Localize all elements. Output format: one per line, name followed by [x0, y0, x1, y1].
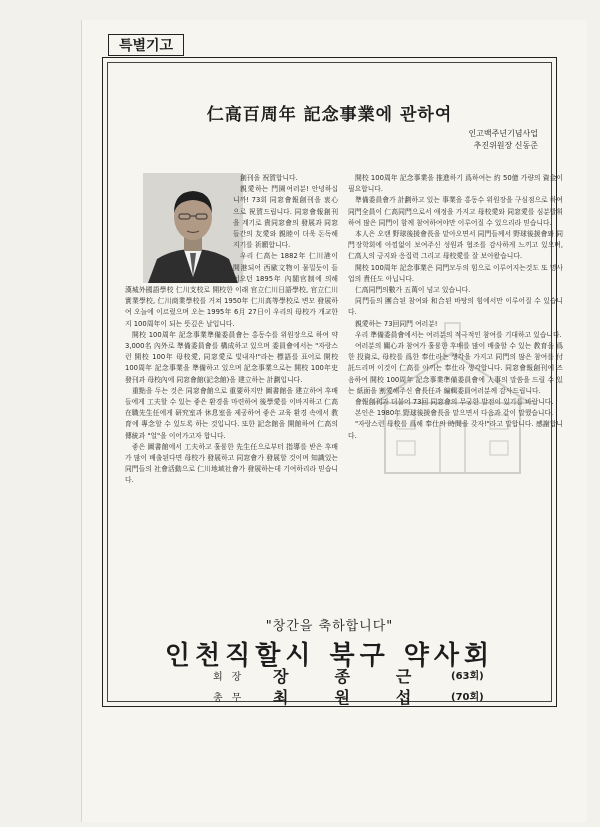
article-paragraph: 本人은 오랜 野球後援會長을 맡아오면서 同門들께서 野球後援會와 同門장학회에 아낌없이 보여주신 성원과 협조를 감사하게 느끼고 있으며, 仁高人의 긍지와 응집력 그리고 母校愛를 잘 보아왔습니다.: [348, 230, 563, 261]
article-paragraph: "자랑스런 母校를 爲해 奉仕의 時間을 갖자!"라고 말합니다. 感謝합니다.: [348, 420, 563, 440]
article-paragraph: 우리 仁高는 1882年 仁川港이 開港되어 西歐文物이 물밀듯이 들어오던 1895年 內閣官制에 의해 漢城外國語學校 仁川支校로 開校한 이래 官立仁川日語學校, 官立仁川實業學校, 仁川商業學校를 거쳐 1950年 仁川高等學校로 변모 發展하여 오늘에 이르렀으며 오는 1995年 6月 27日이 우리의 母校가 개교한 지 100周年이 되는 뜻깊은 날입니다.: [125, 252, 338, 328]
ad-member-class: (63회): [451, 671, 484, 682]
ad-organization: 인천직할시 북구 약사회: [164, 641, 495, 671]
article-paragraph: 準備委員會가 計劃하고 있는 事業을 홍동수 위원장을 구심점으로 하여 同門全員이 仁高同門으로서 애정을 가지고 母校愛와 同窓愛를 심분발휘하여 많은 同門이 함께 참여하여야만 이루어질 수 있으리라 믿습니다.: [348, 196, 563, 227]
section-tag: 특별기고: [108, 34, 184, 56]
article-paragraph: 우리 準備委員會에서는 여러분의 적극적인 참여를 기대하고 있습니다.: [355, 330, 562, 339]
portrait-wrap-space: [125, 173, 233, 285]
ad-member-role: 회장: [213, 672, 251, 683]
ad-member-row: [213, 685, 523, 705]
article-paragraph: 親愛하는 門園여러분! 안녕하십니까! 73회 同窓會報創刊을 衷心으로 祝賀드립니다. 同窓會報創刊을 계기로 貴同窓會의 發展과 同窓들간의 友愛와 親睦이 더욱 돈독해지기를 祈願합니다.: [233, 185, 338, 250]
document-page: [82, 20, 587, 822]
article-paragraph: 開校 100周年 記念事業은 同門모두의 힘으로 이루어지는것도 또 명사업의 責任도 아닙니다.: [348, 263, 563, 283]
ad-member-name: 장종근: [273, 667, 458, 686]
article-paragraph: 여러분의 關心과 참여가 훌륭한 후배를 많이 배출할 수 있는 教育을 爲한 投資로, 母校를 爲한 奉仕라는 생각을 가지고 同門의 많은 참여를 付託드리며 이것이 仁高를 아끼는 奉仕라 생각합니다. 同窓會報創刊에 즈음하여 開校 100周年 記念事業準備委員會에 人事의 말씀을 드릴 수 있는 紙面을 割愛해주신 會長任과 編輯委員여러분께 감사드립니다.: [348, 342, 563, 395]
author-role-name: 추진위원장 신동준: [473, 141, 538, 150]
article-paragraph: 重點을 두는 것은 同窓會館으로 重要하지만 圖書館을 建立하여 후배들에게 工夫할 수 있는 좋은 환경을 마련하여 後學愛를 이바지하고 仁高在職先生任에게 研究室과 休息室을 제공하여 좋은 교육 환경 속에서 教育에 專念할 수 있도록 하는 것입니다. 또한 記念館을 開館하여 仁高의 傳統과 "얼"을 이어가고자 합니다.: [125, 386, 338, 440]
article-paragraph: 좋은 圖書館에서 工夫하고 훌륭한 先生任으로부터 指導를 받은 후배가 많이 배출된다면 母校가 發展하고 同窓會가 發展할 것이며 知識있는 同門들의 社會活動으로 仁川地域社會가 發展하는데 기여하리라 믿습니다.: [125, 442, 338, 485]
article-column-right: [348, 173, 563, 442]
article-paragraph: 親愛하는 73回同門 여러분!: [355, 319, 438, 328]
article-paragraph: 仁高同門의數가 五萬이 넘고 있습니다.: [355, 286, 471, 295]
ad-member-row: [213, 664, 523, 684]
article-frame: [102, 57, 563, 707]
article-paragraph: 開校 100周年 記念事業準備委員會는 홍동수를 위원장으로 하여 약 3,000名 內外로 準備委員會를 構成하고 있으며 委員會에서는 "자랑스런 開校 100年 母校愛, 同窓愛로 빛내자!"라는 標語를 표어로 開校 100周年 記念事業을 準備하고 있으며 記念事業으로는 開校 100年史 發刊과 母校內에 同窓會館(記念館)을 建立하는 計劃입니다.: [125, 330, 338, 384]
ad-member-role: 총무: [213, 693, 251, 704]
article-column-left: [125, 173, 338, 487]
author-organization: 인고백주년기념사업: [468, 129, 538, 138]
author-block: [468, 128, 538, 152]
ad-member-class: (70회): [451, 692, 484, 703]
article-paragraph: 同門들의 團合된 참여와 和合된 바탕의 힘에서만 이루어질 수 있습니다.: [348, 297, 563, 317]
ad-member-name: 최원섭: [273, 688, 458, 707]
ad-slogan: "창간을 축하합니다": [265, 619, 394, 634]
article-paragraph: 創刊을 祝賀합니다.: [240, 174, 298, 182]
article-title: 仁高百周年 記念事業에 관하여: [206, 105, 453, 125]
article-paragraph: 開校 100周年 記念事業을 推進하기 爲하여는 約 50億 가량의 資金이 필요합니다.: [348, 174, 563, 194]
article-paragraph: 본인은 1980年 野球後援會長을 맡으면서 다음과 같이 말했습니다.: [355, 409, 554, 418]
article-paragraph: 會報創刊과 더불어 73回 同窓會의 무궁한 발전이 있기를 바랍니다.: [355, 398, 554, 407]
